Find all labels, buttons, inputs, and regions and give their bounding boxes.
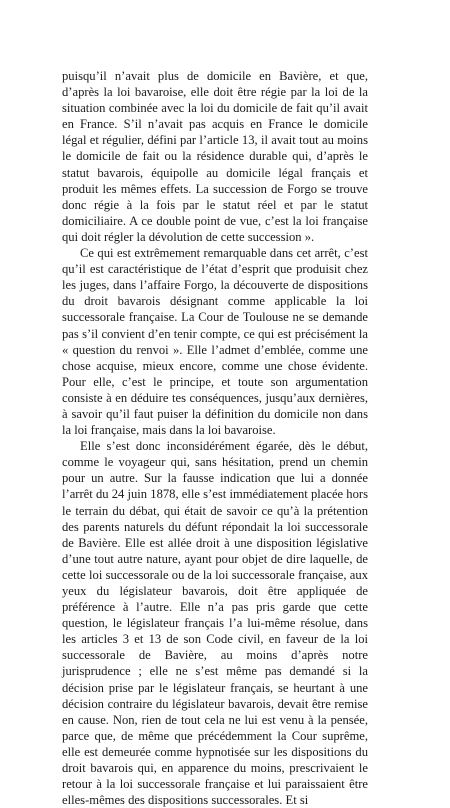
paragraph-3: Elle s’est donc inconsidérément égarée, dès le début, comme le voyageur qui, sans hésitation, prend un chemin pour un autre. Sur la fausse indication que lui a donnée l’arrêt du 24 juin 1878, elle s’est immédiatement placée hors le terrain du débat, qui était de savoir ce qu’à la prétention des parents naturels du défunt répondait la loi successorale de Bavière. Elle est allée droit à une disposition législative d’une tout autre nature, ayant pour objet de dire laquelle, de cette loi successorale ou de la loi successorale française, aux yeux du législateur bavarois, doit être appliquée de préférence à l’autre. Elle n’a pas pris garde que cette question, le législateur français l’a lui-même résolue, dans les articles 3 et 13 de son Code civil, en faveur de la loi successorale de Bavière, au moins d’après notre jurisprudence ; elle ne s’est même pas demandé si la décision prise par le législateur français, se heurtant à une décision contraire du législateur bavarois, devait être remise en cause. Non, rien de tout cela ne lui est venu à la pensée, parce que, de même que précédemment la Cour suprême, elle est demeurée comme hypnotisée sur les dispositions du droit bavarois qui, en apparence du moins, prescrivaient le retour à la loi successorale française et lui paraissaient être elles-mêmes des dispositions successorales. Et si [62,439,368,808]
document-page [62,68,368,808]
paragraph-1: puisqu’il n’avait plus de domicile en Bavière, et que, d’après la loi bavaroise, elle doit être régie par la loi de la situation combinée avec la loi du domicile de fait qu’il avait en France. S’il n’avait pas acquis en France le domicile légal et régulier, défini par l’article 13, il avait tout au moins le domicile de fait ou la résidence durable qui, d’après le statut bavarois, équipolle au domicile légal français et produit les mêmes effets. La succession de Forgo se trouve donc régie à la fois par le statut réel et par le statut domiciliaire. A ce double point de vue, c’est la loi française qui doit régler la dévolution de cette succession ». [62,69,368,244]
paragraph-2: Ce qui est extrêmement remarquable dans cet arrêt, c’est qu’il est caractéristique de l’état d’esprit que produisit chez les juges, dans l’affaire Forgo, la découverte de dispositions du droit bavarois désignant comme applicable la loi successorale française. La Cour de Toulouse ne se demande pas s’il convient d’en tenir compte, ce qui est précisément la « question du renvoi ». Elle l’admet d’emblée, comme une chose acquise, mieux encore, comme une chose évidente. Pour elle, c’est le principe, et toute son argumentation consiste à en déduire tes conséquences, jusqu’aux dernières, à savoir qu’il faut puiser la définition du domicile non dans la loi française, mais dans la loi bavaroise. [62,246,368,438]
